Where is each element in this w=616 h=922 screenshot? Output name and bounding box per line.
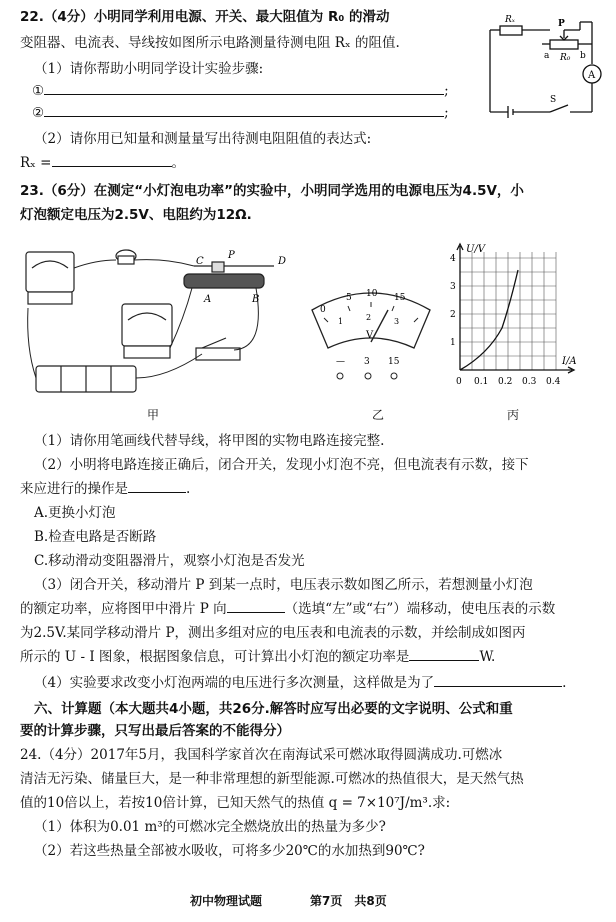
rx-blank[interactable] [52,154,172,167]
x-tick-0.4: 0.4 [546,377,561,387]
dial-10: 10 [366,289,378,299]
x-tick-0.2: 0.2 [498,377,513,387]
q22-step1 [32,82,449,100]
r0-label: R₀ [560,53,571,63]
terminal-15: 15 [388,357,400,367]
terminal-c-label: C [196,256,204,267]
figure-yi-voltmeter [306,280,436,390]
terminal-minus: — [336,357,345,367]
terminal-b-label: B [252,294,260,305]
q23-line2: 灯泡额定电压为2.5V、电阻约为12Ω. [20,207,252,223]
figure-bing-ui-graph [448,242,608,402]
y-tick-1: 1 [450,338,456,348]
q22-heading: 22.（4分）小明同学利用电源、开关、最大阻值为 R₀ 的滑动 [20,9,390,25]
step2-end: ; [444,105,449,121]
rx-resistor-label: Rₓ [505,15,515,25]
step2-marker: ② [32,105,45,121]
rx-end: 。 [171,155,185,171]
q23-heading-text: 23.（6分）在测定“小灯泡电功率”的实验中，小明同学选用的电源电压为4.5V，小 [20,183,524,199]
q22-step2 [32,104,449,122]
dial-0: 0 [320,305,326,315]
q23-part3-line1: （3）闭合开关，移动滑片 P 到某一点时，电压表示数如图乙所示，若想测量小灯泡 [34,577,533,593]
terminal-a-label: A [204,294,212,305]
y-tick-3: 3 [450,282,456,292]
q22-part1: （1）请你帮助小明同学设计实验步骤: [34,61,264,77]
footer-subject: 初中物理试题 [190,894,263,908]
power-blank[interactable] [409,648,479,661]
q23-part4 [34,674,566,692]
option-a: A.更换小灯泡 [34,505,116,521]
y-tick-2: 2 [450,310,456,320]
section6-heading-line2: 要的计算步骤，只写出最后答案的不能得分） [20,723,290,739]
option-b: B.检查电路是否断路 [34,529,157,545]
part3-text-a: 的额定功率，应将图甲中滑片 P 向 [20,601,227,617]
end-a-label: a [544,51,550,61]
part2-text: 来应进行的操作是 [20,481,128,497]
dial-unit-v: V [366,330,374,341]
figure-jia-apparatus [16,238,296,418]
part2-blank[interactable] [128,480,186,493]
slider-p-label-jia: P [228,250,235,261]
switch-label: S [550,95,557,105]
caption-bing: 丙 [507,408,520,422]
rx-label: Rₓ = [20,155,52,171]
dial-15: 15 [394,293,406,303]
part2-end: . [186,481,191,497]
x-axis-title: I/A [562,356,577,367]
dial-2: 2 [366,313,372,322]
dial-5: 5 [346,293,352,303]
q22-line2: 变阻器、电流表、导线按如图所示电路测量待测电阻 Rₓ 的阻值. [20,35,400,51]
ammeter-label: A [588,70,596,81]
q23-heading [20,182,524,200]
q24-line2: 清洁无污染、储量巨大，是一种非常理想的新型能源.可燃冰的热值很大，是天然气热 [20,771,524,787]
q23-part2-line1: （2）小明将电路连接正确后，闭合开关，发现小灯泡不亮，但电流表有示数，接下 [34,457,529,473]
q23-part1: （1）请你用笔画线代替导线，将甲图的实物电路连接完整. [34,433,385,449]
slider-p-label: P [558,19,565,29]
x-tick-0: 0 [456,377,462,387]
q24-line1: 24.（4分）2017年5月，我国科学家首次在南海试采可燃冰取得圆满成功.可燃冰 [20,747,503,763]
end-b-label: b [580,51,586,61]
q24-part2: （2）若这些热量全部被水吸收，可将多少20℃的水加热到90℃? [34,843,425,859]
part4-text: （4）实验要求改变小灯泡两端的电压进行多次测量，这样做是为了 [34,675,435,691]
part3-unit: W. [479,649,496,665]
part4-end: . [562,675,567,691]
direction-blank[interactable] [227,600,285,613]
part3-text-b: （选填“左”或“右”）端移动，使电压表的示数 [284,601,556,617]
step1-end: ; [444,83,449,99]
part4-blank[interactable] [434,674,562,687]
terminal-3: 3 [364,357,370,367]
section6-heading: 六、计算题（本大题共4小题，共26分.解答时应写出必要的文字说明、公式和重 [34,701,513,717]
caption-yi: 乙 [372,408,385,422]
terminal-d-label: D [278,256,287,267]
dial-1: 1 [338,317,344,326]
q23-part3-line4 [20,648,495,666]
y-axis-title: U/V [466,244,486,255]
y-tick-4: 4 [450,254,456,264]
q24-part1: （1）体积为0.01 m³的可燃冰完全燃烧放出的热量为多少? [34,819,386,835]
q23-part2-line2 [20,480,190,498]
step2-blank[interactable] [44,104,444,117]
q22-answer [20,154,185,172]
q22-circuit-diagram [480,8,610,126]
caption-jia: 甲 [147,408,160,422]
option-c: C.移动滑动变阻器滑片，观察小灯泡是否发光 [34,553,305,569]
step1-marker: ① [32,83,45,99]
footer-page: 第7页 共8页 [310,894,387,908]
x-tick-0.1: 0.1 [474,377,489,387]
x-tick-0.3: 0.3 [522,377,537,387]
q24-line3: 值的10倍以上，若按10倍计算，已知天然气的热值 q = 7×10⁷J/m³.求: [20,795,451,811]
q23-part3-line3: 为2.5V.某同学移动滑片 P，测出多组对应的电压表和电流表的示数，并绘制成如图丙 [20,625,526,641]
q22-part2: （2）请你用已知量和测量量写出待测电阻阻值的表达式: [34,131,372,147]
step1-blank[interactable] [44,82,444,95]
part3-text-c: 所示的 U - I 图象，根据图象信息，可计算出小灯泡的额定功率是 [20,649,410,665]
dial-3: 3 [394,317,400,326]
q23-part3-line2 [20,600,555,618]
